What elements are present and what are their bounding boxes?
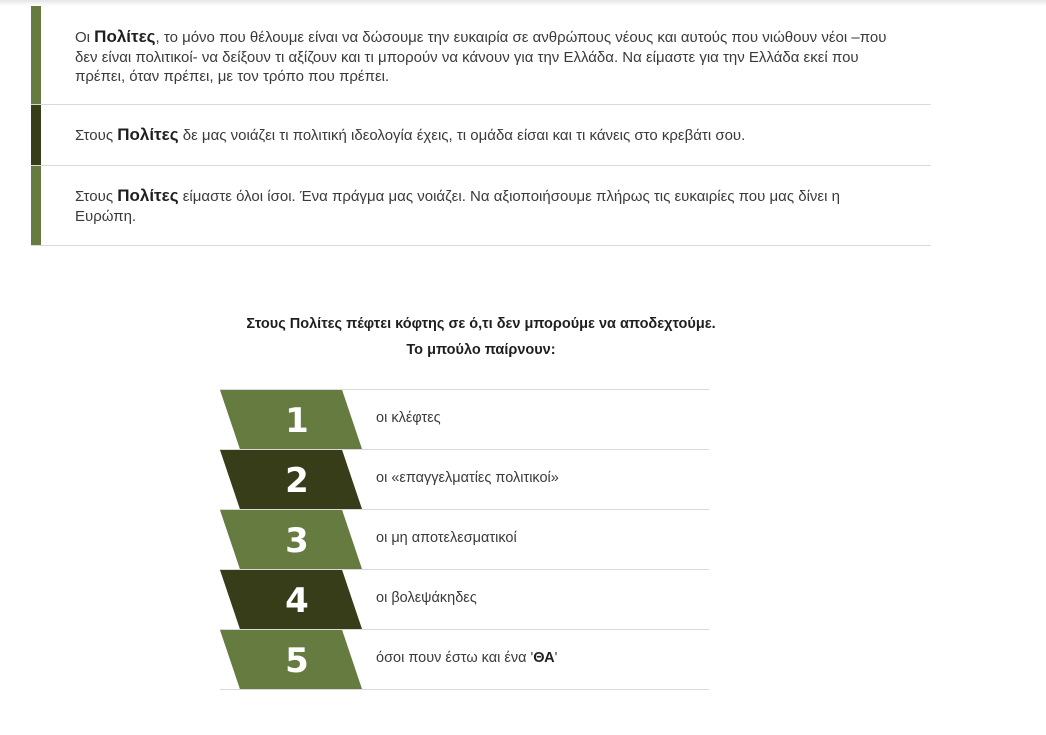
- statement-text: , το μόνο που θέλουμε είναι να δώσουμε την ευκαιρία σε ανθρώπους νέους και αυτούς που νιώθουν νέοι –που δεν είναι πολιτικοί- να δείξουν τι αξίζουν και τι μπορούν να κάνουν για την Ελλάδα. Να είμαστε για την Ελλάδα εκεί που πρέπει, όταν πρέπει, με τον τρόπο που πρέπει.: [75, 29, 887, 85]
- ranking-row: [220, 630, 709, 690]
- section-heading: Στους Πολίτες πέφτει κόφτης σε ό,τι δεν μπορούμε να αποδεχτούμε.: [246, 316, 716, 332]
- rank-label: [376, 570, 477, 629]
- statement-prefix: Στους: [75, 127, 118, 144]
- rank-label: [376, 630, 557, 689]
- rank-label-suffix: ': [554, 650, 558, 666]
- rank-label-emphasis: ΘΑ: [533, 650, 555, 666]
- statement-item: [31, 105, 931, 166]
- statement-accent-bar: [31, 6, 41, 104]
- rank-label-text: οι κλέφτες: [376, 410, 441, 426]
- rank-label-text: οι μη αποτελεσματικοί: [376, 530, 517, 546]
- ranking-row: [220, 450, 709, 510]
- ranking-row: [220, 510, 709, 570]
- rank-number: 4: [285, 581, 309, 621]
- statement-item: [31, 6, 931, 105]
- statement-text: δε μας νοιάζει τι πολιτική ιδεολογία έχεις, τι ομάδα είσαι και τι κάνεις στο κρεβάτι σου.: [178, 127, 746, 144]
- rank-label-text: οι βολεψάκηδες: [376, 590, 477, 606]
- statements-list: [31, 6, 931, 246]
- rank-label: [376, 510, 517, 569]
- rank-label-text: οι «επαγγελματίες πολιτικοί»: [376, 470, 559, 486]
- rank-number: 5: [285, 641, 309, 681]
- rank-label-text: όσοι πουν έστω και ένα ': [376, 650, 534, 666]
- rank-number: 3: [285, 521, 309, 561]
- statement-prefix: Οι: [75, 29, 95, 46]
- brand-name: Πολίτες: [117, 186, 179, 205]
- ranking-row: [220, 390, 709, 450]
- brand-name: Πολίτες: [94, 27, 156, 46]
- brand-name: Πολίτες: [117, 125, 179, 144]
- statement-prefix: Στους: [75, 188, 118, 205]
- rank-number: 1: [285, 401, 309, 441]
- ranking-list: [220, 389, 709, 690]
- rank-number: 2: [285, 461, 309, 501]
- statement-accent-bar: [31, 105, 41, 165]
- section-subheading: Το μπούλο παίρνουν:: [406, 342, 556, 358]
- ranking-row: [220, 570, 709, 630]
- statement-item: [31, 166, 931, 246]
- statement-accent-bar: [31, 166, 41, 245]
- rank-label: [376, 390, 441, 449]
- statement-text: είμαστε όλοι ίσοι. Ένα πράγμα μας νοιάζει. Να αξιοποιήσουμε πλήρως τις ευκαιρίες που μας δίνει η Ευρώπη.: [75, 188, 840, 225]
- rank-label: [376, 450, 559, 509]
